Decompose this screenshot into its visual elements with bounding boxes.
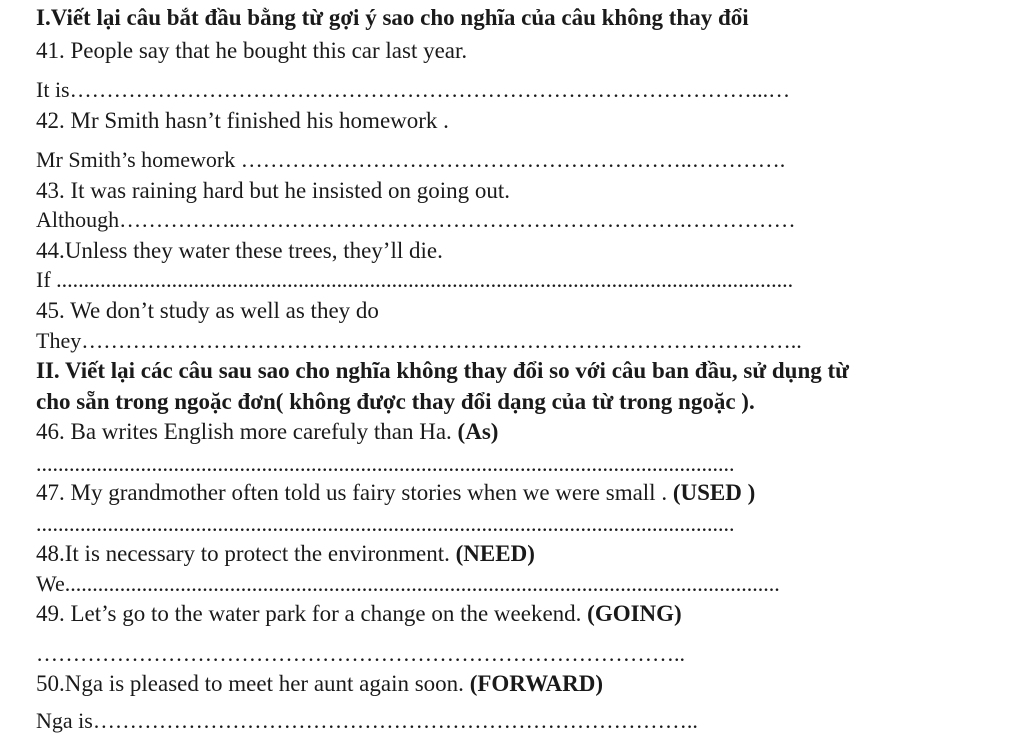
question-50: [36, 670, 603, 698]
answer-line-43: Although……………..…………………………………………………….……………: [36, 207, 796, 232]
question-47-text: 47. My grandmother often told us fairy stories when we were small .: [36, 480, 673, 505]
question-42: 42. Mr Smith hasn’t finished his homework .: [36, 108, 449, 133]
answer-line-49: ……………………………………………………………………………..: [36, 641, 685, 666]
question-48: [36, 540, 535, 568]
answer-line-42: Mr Smith’s homework ……………………………………………………..………….: [36, 147, 786, 172]
answer-line-41: It is…………………………………………………………………………………...…: [36, 77, 791, 102]
question-49-keyword: (GOING): [587, 601, 682, 626]
question-48-keyword: (NEED): [455, 541, 535, 566]
answer-line-44: If ......................................................................................................................................: [36, 267, 794, 292]
question-50-keyword: (FORWARD): [469, 671, 604, 696]
section-2-heading-line-2: cho sẵn trong ngoặc đơn( không được thay đổi dạng của từ trong ngoặc ).: [36, 389, 755, 414]
section-1-heading: I.Viết lại câu bắt đầu bằng từ gợi ý sao cho nghĩa của câu không thay đổi: [36, 5, 749, 30]
question-49-text: 49. Let’s go to the water park for a change on the weekend.: [36, 601, 588, 626]
section-2-heading-line-1: II. Viết lại các câu sau sao cho nghĩa không thay đổi so với câu ban đầu, sử dụng từ: [36, 358, 849, 383]
question-46: [36, 418, 498, 446]
question-46-keyword: (As): [457, 419, 499, 444]
question-50-text: 50.Nga is pleased to meet her aunt again soon.: [36, 671, 470, 696]
answer-line-48: We..................................................................................................................................: [36, 571, 780, 596]
question-48-text: 48.It is necessary to protect the environment.: [36, 541, 456, 566]
question-43: 43. It was raining hard but he insisted on going out.: [36, 178, 510, 203]
answer-line-46: ...............................................................................................................................: [36, 451, 735, 476]
answer-line-47: ...............................................................................................................................: [36, 511, 735, 536]
question-46-text: 46. Ba writes English more carefuly than Ha.: [36, 419, 458, 444]
answer-line-45: They………………………………………………….…………………………………..: [36, 328, 802, 353]
question-47-keyword: (USED ): [672, 480, 756, 505]
question-47: [36, 479, 755, 507]
question-44: 44.Unless they water these trees, they’ll die.: [36, 238, 443, 263]
question-41: 41. People say that he bought this car last year.: [36, 38, 468, 63]
question-45: 45. We don’t study as well as they do: [36, 298, 379, 323]
answer-line-50: Nga is………………………………………………………………………..: [36, 708, 698, 733]
question-49: [36, 600, 682, 628]
